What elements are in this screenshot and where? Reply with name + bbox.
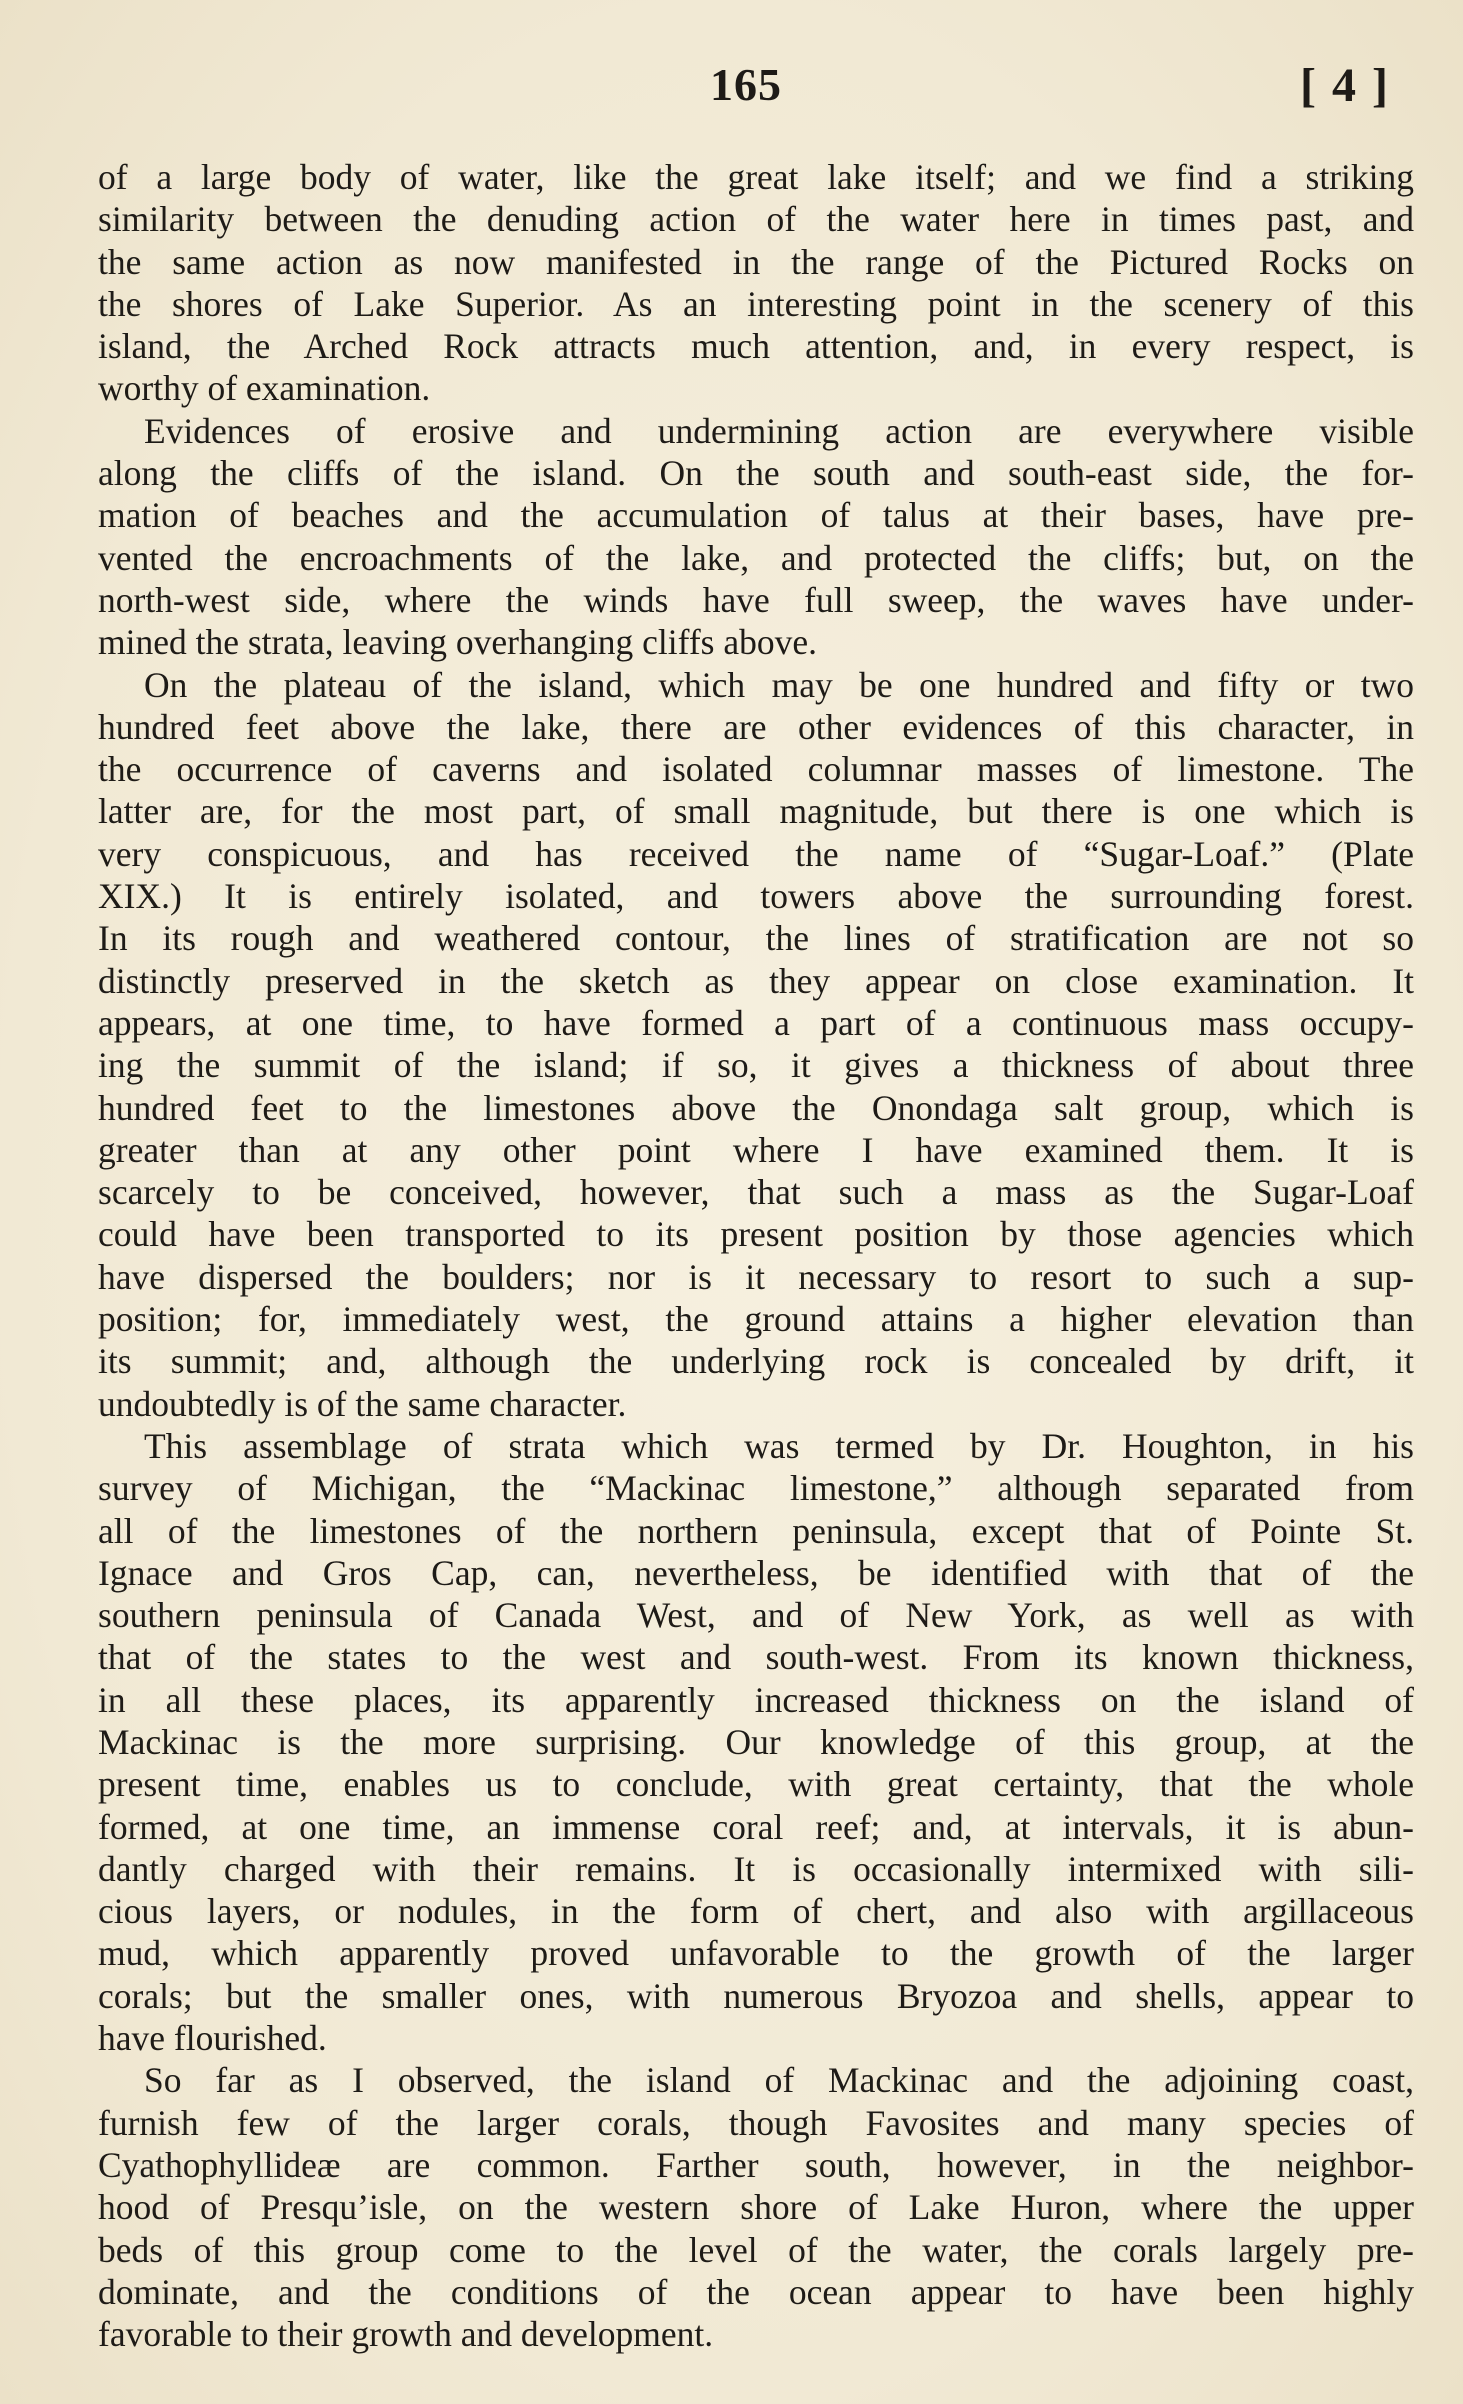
- text-line: Cyathophyllideæ are common. Farther south, however, in the neighbor-: [98, 2144, 1414, 2185]
- text-line: vented the encroachments of the lake, and protected the cliffs; but, on the: [98, 537, 1414, 578]
- text-line: latter are, for the most part, of small magnitude, but there is one which is: [98, 791, 1414, 832]
- text-line: furnish few of the larger corals, though Favosites and many species of: [98, 2102, 1414, 2143]
- text-line: Ignace and Gros Cap, can, nevertheless, be identified with that of the: [98, 1552, 1414, 1593]
- text-line: in all these places, its apparently increased thickness on the island of: [98, 1679, 1414, 1720]
- text-line: the shores of Lake Superior. As an interesting point in the scenery of this: [98, 283, 1414, 324]
- text-line: have flourished.: [98, 2018, 327, 2059]
- text-line: mation of beaches and the accumulation of talus at their bases, have pre-: [98, 495, 1414, 536]
- text-line: of a large body of water, like the great lake itself; and we find a striking: [98, 157, 1414, 197]
- text-line: that of the states to the west and south-west. From its known thickness,: [98, 1637, 1414, 1678]
- text-line: greater than at any other point where I have examined them. It is: [98, 1129, 1414, 1170]
- text-line: appears, at one time, to have formed a part of a continuous mass occupy-: [98, 1002, 1414, 1043]
- text-line: mined the strata, leaving overhanging cliffs above.: [98, 622, 817, 663]
- text-line: hundred feet to the limestones above the Onondaga salt group, which is: [98, 1087, 1414, 1128]
- text-line: ing the summit of the island; if so, it gives a thickness of about three: [98, 1045, 1414, 1086]
- text-line: beds of this group come to the level of the water, the corals largely pre-: [98, 2229, 1414, 2270]
- text-line: could have been transported to its present position by those agencies which: [98, 1214, 1414, 1255]
- text-line: scarcely to be conceived, however, that such a mass as the Sugar-Loaf: [98, 1172, 1414, 1213]
- body-text: [98, 156, 1414, 2355]
- text-line: distinctly preserved in the sketch as they appear on close examination. It: [98, 960, 1414, 1001]
- text-line: Evidences of erosive and undermining action are everywhere visible: [144, 410, 1414, 451]
- text-line: dominate, and the conditions of the ocean appear to have been highly: [98, 2271, 1414, 2312]
- text-line: Mackinac is the more surprising. Our knowledge of this group, at the: [98, 1721, 1414, 1762]
- text-line: hood of Presqu’isle, on the western shore of Lake Huron, where the upper: [98, 2187, 1414, 2228]
- paragraph: [98, 410, 1414, 664]
- paragraph: [98, 664, 1414, 1425]
- text-line: the same action as now manifested in the range of the Pictured Rocks on: [98, 241, 1414, 282]
- text-line: along the cliffs of the island. On the south and south-east side, the for-: [98, 453, 1414, 494]
- page-number: 165: [710, 59, 782, 110]
- section-mark: [ 4 ]: [1300, 59, 1390, 112]
- text-line: worthy of examination.: [98, 368, 431, 409]
- text-line: island, the Arched Rock attracts much attention, and, in every respect, is: [98, 326, 1414, 367]
- text-line: very conspicuous, and has received the name of “Sugar-Loaf.” (Plate: [98, 833, 1414, 874]
- paragraph: [98, 2059, 1414, 2355]
- text-line: the occurrence of caverns and isolated columnar masses of limestone. The: [98, 749, 1414, 790]
- text-line: all of the limestones of the northern peninsula, except that of Pointe St.: [98, 1510, 1414, 1551]
- page-header: [96, 58, 1396, 118]
- text-line: present time, enables us to conclude, with great certainty, that the whole: [98, 1764, 1414, 1805]
- text-line: north-west side, where the winds have full sweep, the waves have under-: [98, 579, 1414, 620]
- paragraph: [98, 156, 1414, 410]
- text-line: formed, at one time, an immense coral reef; and, at intervals, it is abun-: [98, 1806, 1414, 1847]
- text-line: survey of Michigan, the “Mackinac limestone,” although separated from: [98, 1468, 1414, 1509]
- text-line: So far as I observed, the island of Mackinac and the adjoining coast,: [144, 2060, 1414, 2101]
- paragraph: [98, 1425, 1414, 2059]
- text-line: corals; but the smaller ones, with numerous Bryozoa and shells, appear to: [98, 1975, 1414, 2016]
- text-line: On the plateau of the island, which may be one hundred and fifty or two: [144, 664, 1414, 705]
- text-line: undoubtedly is of the same character.: [98, 1383, 627, 1424]
- text-line: mud, which apparently proved unfavorable to the growth of the larger: [98, 1933, 1414, 1974]
- text-line: XIX.) It is entirely isolated, and towers above the surrounding forest.: [98, 876, 1414, 917]
- text-line: hundred feet above the lake, there are other evidences of this character, in: [98, 706, 1414, 747]
- text-line: its summit; and, although the underlying rock is concealed by drift, it: [98, 1341, 1414, 1382]
- text-line: position; for, immediately west, the ground attains a higher elevation than: [98, 1299, 1414, 1340]
- text-line: cious layers, or nodules, in the form of chert, and also with argillaceous: [98, 1891, 1414, 1932]
- text-line: In its rough and weathered contour, the lines of stratification are not so: [98, 918, 1414, 959]
- text-line: similarity between the denuding action of the water here in times past, and: [98, 199, 1414, 240]
- text-line: favorable to their growth and development.: [98, 2314, 714, 2355]
- text-line: have dispersed the boulders; nor is it necessary to resort to such a sup-: [98, 1256, 1414, 1297]
- text-line: dantly charged with their remains. It is occasionally intermixed with sili-: [98, 1848, 1414, 1889]
- text-line: southern peninsula of Canada West, and of New York, as well as with: [98, 1595, 1414, 1636]
- text-line: This assemblage of strata which was termed by Dr. Houghton, in his: [144, 1425, 1414, 1466]
